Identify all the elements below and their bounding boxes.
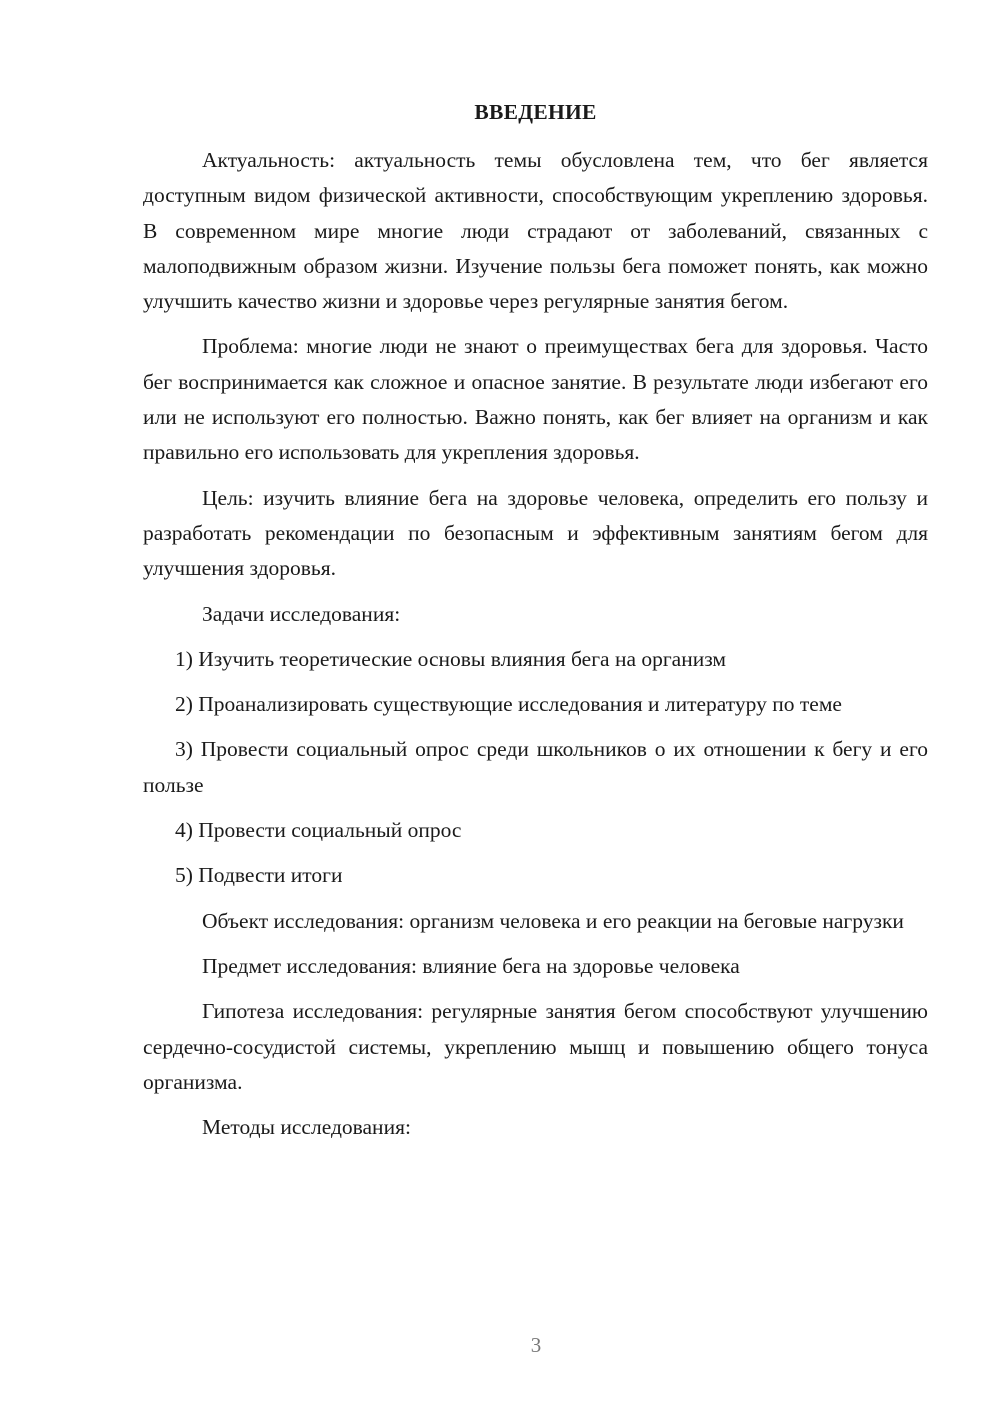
task-item-3: 3) Провести социальный опрос среди школьников о их отношении к бегу и его пользе xyxy=(143,737,928,797)
paragraph-tasks-heading: Задачи исследования: xyxy=(202,601,401,626)
document-page xyxy=(143,95,928,1155)
task-item-4: 4) Провести социальный опрос xyxy=(175,818,462,843)
task-item-1: 1) Изучить теоретические основы влияния бега на организм xyxy=(175,646,727,671)
paragraph-hypothesis: Гипотеза исследования: регулярные занятия бегом способствуют улучшению сердечно-сосудистой системы, укреплению мышц и повышению общего тонуса организма. xyxy=(143,999,928,1094)
paragraph-relevance: Актуальность: актуальность темы обусловлена тем, что бег является доступным видом физической активности, способствующим укреплению здоровья. В современном мире многие люди страдают от заболеваний, связанных с малоподвижным образом жизни. Изучение пользы бега поможет понять, как можно улучшить качество жизни и здоровье через регулярные занятия бегом. xyxy=(143,148,928,314)
paragraph-object: Объект исследования: организм человека и его реакции на беговые нагрузки xyxy=(202,908,904,933)
paragraph-goal: Цель: изучить влияние бега на здоровье человека, определить его пользу и разработать рекомендации по безопасным и эффективным занятиям бегом для улучшения здоровья. xyxy=(143,485,928,581)
page-number: 3 xyxy=(530,1333,542,1357)
paragraph-problem: Проблема: многие люди не знают о преимуществах бега для здоровья. Часто бег воспринимается как сложное и опасное занятие. В результате люди избегают его или не используют его полностью. Важно понять, как бег влияет на организм и как правильно его использовать для укрепления здоровья. xyxy=(143,334,928,465)
paragraph-methods-heading: Методы исследования: xyxy=(202,1115,411,1140)
task-item-2: 2) Проанализировать существующие исследования и литературу по теме xyxy=(175,692,842,717)
paragraph-subject: Предмет исследования: влияние бега на здоровье человека xyxy=(202,953,740,978)
task-item-5: 5) Подвести итоги xyxy=(175,863,343,888)
section-title: ВВЕДЕНИЕ xyxy=(474,100,597,124)
